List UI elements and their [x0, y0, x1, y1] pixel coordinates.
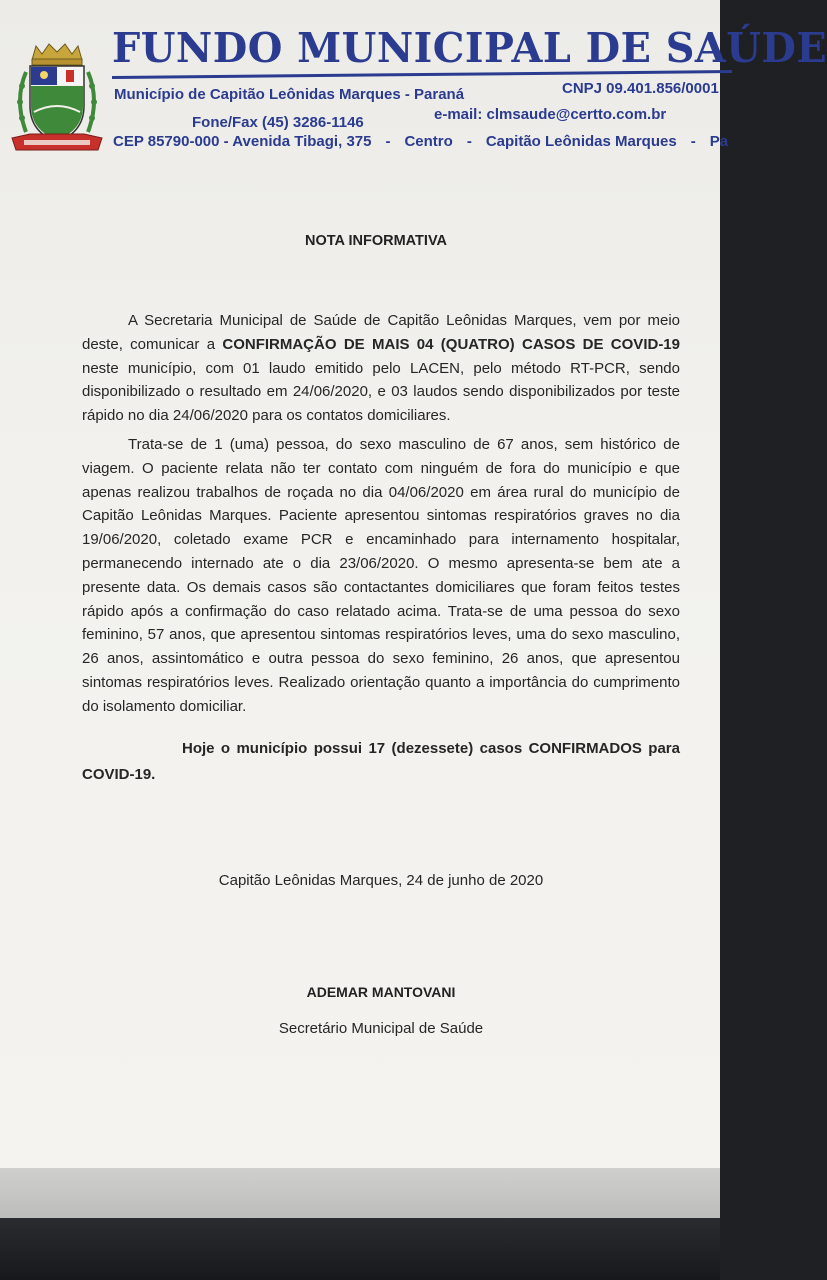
background-surface [0, 1218, 720, 1280]
address-district: Centro [404, 133, 453, 150]
paragraph-announcement [82, 309, 680, 428]
p1-text-before: A Secretaria Municipal de Saúde de Capitão Leônidas Marques, vem por meio deste, comunicar a [82, 312, 680, 353]
place-date: Capitão Leônidas Marques, 24 de junho de 2020 [218, 872, 544, 889]
address-line: CEP 85790-000 - Avenida Tibagi, 375 - Centro - Capitão Leônidas Marques - Pa [113, 133, 729, 150]
signatory-role: Secretário Municipal de Saúde [278, 1020, 484, 1037]
municipality-line: Município de Capitão Leônidas Marques - Paraná [114, 86, 465, 103]
p1-text-bold: CONFIRMAÇÃO DE MAIS 04 (QUATRO) CASOS DE COVID-19 [222, 335, 680, 353]
paragraph-total-cases: Hoje o município possui 17 (dezessete) casos CONFIRMADOS para COVID-19. [82, 740, 680, 783]
signatory-name: ADEMAR MANTOVANI [306, 984, 456, 1000]
municipal-coat-of-arms-icon [10, 42, 104, 156]
p1-text-after: neste município, com 01 laudo emitido pelo LACEN, pelo método RT-PCR, sendo disponibilizado o resultado em 24/06/2020, e 03 laudos sendo disponibilizados por teste rápido no dia 24/06/2020 para os contatos domiciliares. [82, 359, 680, 425]
phone-line: Fone/Fax (45) 3286-1146 [192, 114, 364, 131]
address-city: Capitão Leônidas Marques [485, 133, 677, 150]
document-heading: NOTA INFORMATIVA [304, 233, 448, 249]
paragraph-case-details: Trata-se de 1 (uma) pessoa, do sexo masculino de 67 anos, sem histórico de viagem. O paciente relata não ter contato com ninguém de fora do município e que apenas realizou trabalhos de roçada no dia 04/06/2020 em área rural do município de Capitão Leônidas Marques. Paciente apresentou sintomas respiratórios graves no dia 19/06/2020, coletado exame PCR e encaminhado para internamento hospitalar, permanecendo internado ate o dia 23/06/2020. O mesmo apresenta-se bem ate a presente data. Os demais casos são contactantes domiciliares que foram feitos testes rápido após a confirmação do caso relatado acima. Trata-se de uma pessoa do sexo feminino, 57 anos, que apresentou sintomas respiratórios leves, uma do sexo masculino, 26 anos, assintomático e outra pessoa do sexo feminino, 26 anos, que apresentou sintomas respiratórios leves. Realizado orientação quanto a importância do cumprimento do isolamento domiciliar. [82, 436, 680, 715]
page-shadow-edge [0, 1168, 720, 1218]
email-line: e-mail: clmsaude@certto.com.br [434, 106, 667, 123]
address-cep-street: CEP 85790-000 - Avenida Tibagi, 375 [113, 133, 372, 150]
address-state: Pa [709, 133, 729, 150]
org-title: FUNDO MUNICIPAL DE SAÚDE [112, 24, 827, 72]
cnpj-line: CNPJ 09.401.856/0001 [562, 80, 719, 97]
